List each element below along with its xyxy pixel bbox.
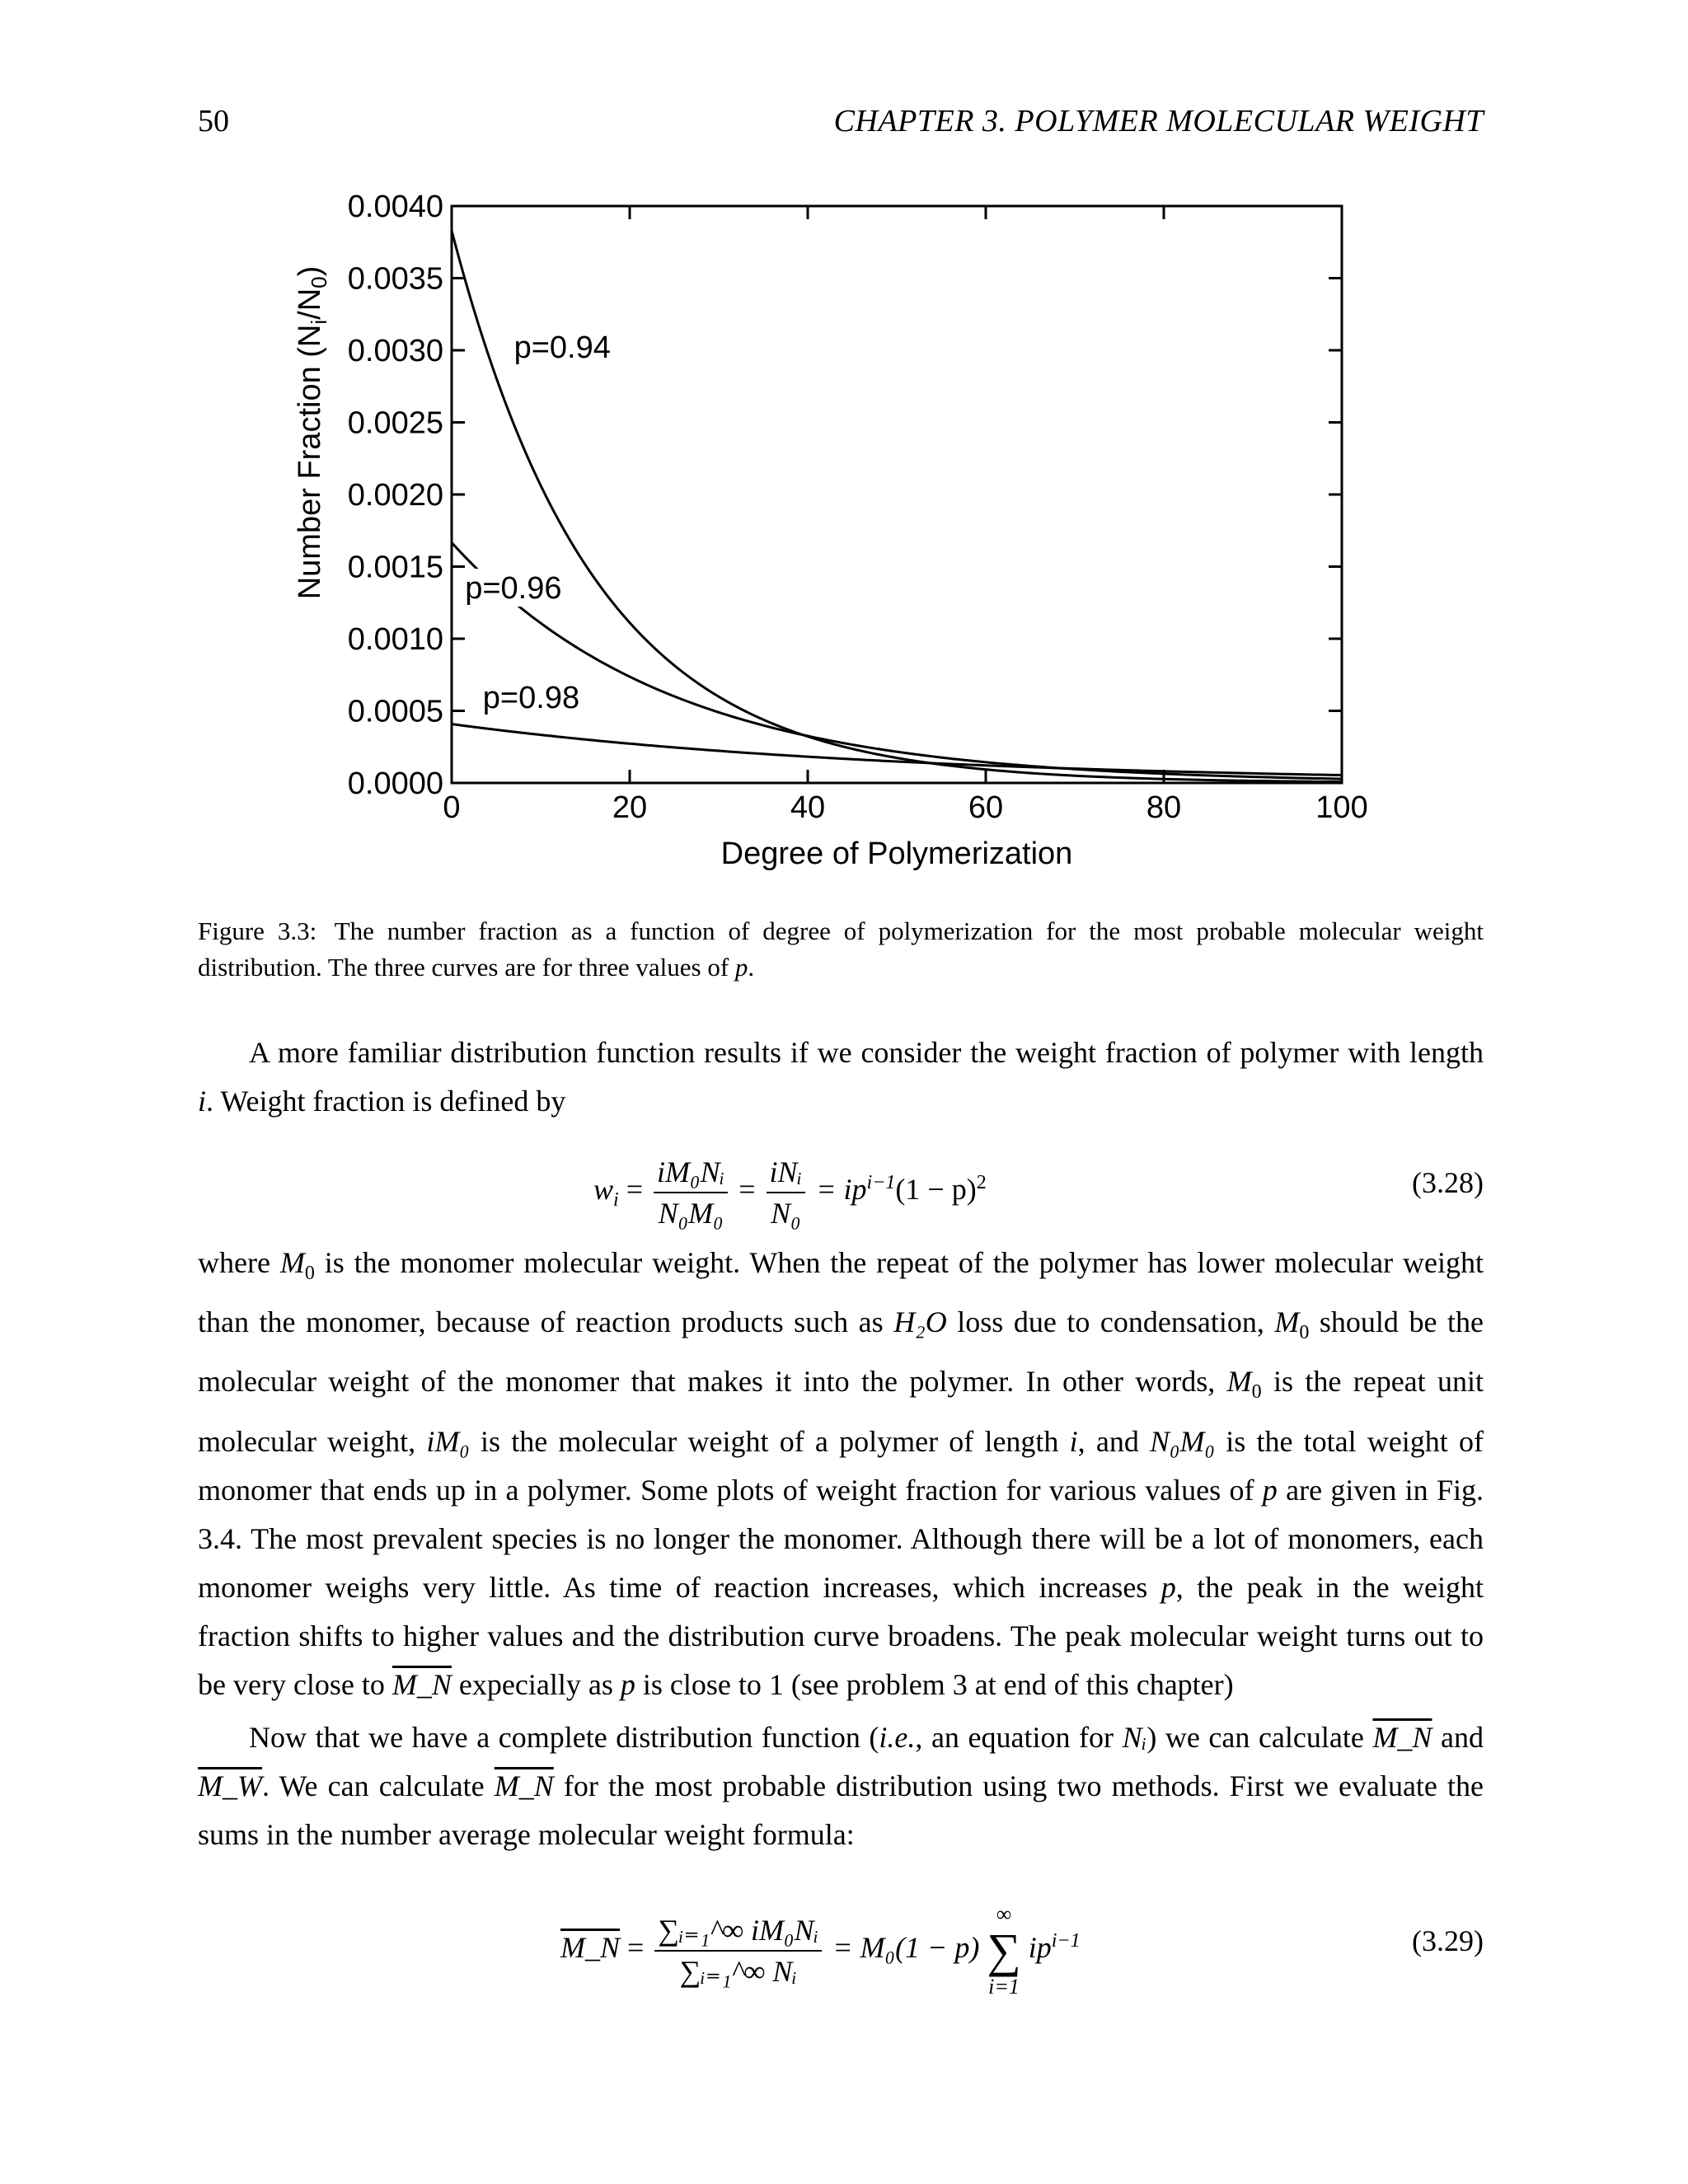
para2-t5: is the repeat unit molecular weight, bbox=[198, 1365, 1484, 1458]
y-tick-label: 0.0035 bbox=[347, 261, 443, 297]
eq329-rhs2-sup: i−1 bbox=[1051, 1930, 1081, 1952]
y-tick-label: 0.0025 bbox=[347, 405, 443, 441]
para3-mn-2: M_N bbox=[494, 1769, 554, 1802]
para2-mn: M_N bbox=[392, 1667, 452, 1701]
x-axis-label: Degree of Polymerization bbox=[720, 837, 1073, 871]
equation-3-29-body bbox=[560, 1879, 1081, 2009]
eq328-fraction-2 bbox=[767, 1154, 806, 1231]
annotation-label: p=0.98 bbox=[482, 681, 580, 715]
eq328-f2-den: N₀ bbox=[771, 1196, 801, 1230]
equation-3-28-body bbox=[593, 1137, 987, 1245]
para3-mw: M_W bbox=[198, 1769, 262, 1802]
plot-frame bbox=[452, 206, 1342, 783]
paragraph-calculate-mn bbox=[198, 1713, 1484, 1859]
eq328-rhs-tail: (1 − p) bbox=[895, 1173, 977, 1206]
para3-t3: ) we can calculate bbox=[1146, 1721, 1373, 1754]
para2-n0m0: N₀M₀ bbox=[1150, 1424, 1216, 1458]
series-line-p-0-96 bbox=[452, 542, 1342, 779]
eq328-f1-den: N₀M₀ bbox=[658, 1196, 724, 1230]
number-fraction-chart bbox=[280, 181, 1418, 890]
para2-i: i bbox=[1069, 1424, 1078, 1458]
eq329-sum-top: ∞ bbox=[996, 1901, 1012, 1926]
figure-3-3 bbox=[280, 181, 1418, 890]
para3-ni: Nᵢ bbox=[1122, 1721, 1147, 1754]
y-tick-label: 0.0010 bbox=[347, 622, 443, 657]
y-tick-label: 0.0020 bbox=[347, 478, 443, 513]
para2-m0-sub: 0 bbox=[304, 1263, 315, 1285]
para2-t6: is the molecular weight of a polymer of length bbox=[469, 1424, 1070, 1458]
para2-im0: iM₀ bbox=[426, 1424, 470, 1458]
caption-label: Figure 3.3: bbox=[198, 916, 317, 945]
y-tick-label: 0.0030 bbox=[347, 334, 443, 368]
caption-var-p: p bbox=[734, 953, 748, 982]
running-header: CHAPTER 3. POLYMER MOLECULAR WEIGHT bbox=[833, 104, 1484, 138]
y-axis-label-group bbox=[293, 266, 331, 600]
equation-number-3-28: (3.28) bbox=[1412, 1166, 1484, 1199]
annotation-label: p=0.96 bbox=[465, 571, 562, 606]
eq328-fraction-1 bbox=[654, 1154, 728, 1231]
y-tick-label: 0.0005 bbox=[347, 694, 443, 729]
para1-text-1: A more familiar distribution function results if we consider the weight fraction of polymer with length bbox=[249, 1036, 1484, 1069]
eq329-fraction bbox=[654, 1912, 822, 1990]
para2-p: p bbox=[1262, 1473, 1278, 1507]
eq328-rhs-sup: i−1 bbox=[866, 1172, 896, 1193]
equation-number-3-29: (3.29) bbox=[1412, 1924, 1484, 1957]
series-line-p-0-98 bbox=[452, 724, 1342, 776]
para3-ie: i.e. bbox=[879, 1721, 916, 1754]
eq329-lhs: M_N bbox=[560, 1931, 620, 1964]
para1-var-i: i bbox=[198, 1085, 207, 1118]
eq328-rhs-tail-sup: 2 bbox=[976, 1172, 987, 1193]
para3-mn: M_N bbox=[1372, 1721, 1432, 1754]
para1-text-2: . Weight fraction is defined by bbox=[206, 1085, 566, 1118]
eq329-rhs2: ip bbox=[1028, 1931, 1052, 1964]
eq329-sum-bottom: i=1 bbox=[988, 1974, 1020, 1999]
para2-t8: is the total weight of monomer that ends up in a polymer. Some plots of weight fraction for various values of bbox=[198, 1424, 1484, 1507]
y-tick-label: 0.0000 bbox=[347, 766, 443, 801]
para2-t12: is close to 1 (see problem 3 at end of this chapter) bbox=[635, 1667, 1234, 1701]
para2-m0-sub-3: 0 bbox=[1251, 1381, 1262, 1404]
page-number: 50 bbox=[198, 104, 229, 138]
eq328-lhs-sub: i bbox=[613, 1189, 619, 1212]
para3-t2: , an equation for bbox=[915, 1721, 1123, 1754]
para2-t4: should be the molecular weight of the monomer that makes it into the polymer. In other words, bbox=[198, 1305, 1484, 1399]
para2-t1: where bbox=[198, 1246, 280, 1279]
eq329-den: ∑ᵢ₌₁^∞ Nᵢ bbox=[679, 1954, 797, 1988]
para2-m0: M bbox=[279, 1246, 305, 1279]
para2-h2o: H₂O bbox=[893, 1305, 947, 1339]
y-axis-label: Number Fraction $(N_i/N_0)$ bbox=[293, 265, 331, 600]
para2-t10: , the peak in the weight fraction shifts to higher values and the distribution curve broadens. The peak molecular weight turns out to be very close to bbox=[198, 1570, 1484, 1701]
eq329-equals: = bbox=[620, 1931, 652, 1964]
x-tick-label: 100 bbox=[1315, 790, 1368, 825]
x-tick-label: 20 bbox=[612, 790, 648, 825]
para2-p-2: p bbox=[1160, 1570, 1176, 1604]
paragraph-weight-fraction-intro bbox=[198, 1029, 1484, 1126]
para2-t3: loss due to condensation, bbox=[946, 1305, 1275, 1339]
y-tick-label: 0.0040 bbox=[347, 190, 443, 224]
eq328-equals-2: = bbox=[738, 1173, 763, 1206]
equation-3-28 bbox=[198, 1137, 1484, 1228]
para2-t11: expecially as bbox=[451, 1667, 621, 1701]
equation-3-29 bbox=[198, 1879, 1484, 2003]
para3-t5: . We can calculate bbox=[261, 1769, 495, 1802]
para2-t7: , and bbox=[1077, 1424, 1151, 1458]
eq329-rhs1: = M₀(1 − p) bbox=[832, 1931, 980, 1964]
para3-t4: and bbox=[1432, 1721, 1484, 1754]
x-tick-label: 80 bbox=[1146, 790, 1182, 825]
eq329-num: ∑ᵢ₌₁^∞ iM₀Nᵢ bbox=[654, 1912, 822, 1952]
para2-p-3: p bbox=[620, 1667, 635, 1701]
x-tick-label: 60 bbox=[968, 790, 1004, 825]
para2-t9: are given in Fig. 3.4. The most prevalent species is no longer the monomer. Although there will be a lot of monomers, each monomer weighs very little. As time of reaction increases, which increases bbox=[198, 1473, 1484, 1604]
series-group bbox=[452, 231, 1342, 782]
para3-t1: Now that we have a complete distribution function ( bbox=[249, 1721, 879, 1754]
eq328-equals: = bbox=[618, 1173, 650, 1206]
eq328-rhs: = ip bbox=[816, 1173, 867, 1206]
eq328-lhs: w bbox=[593, 1173, 614, 1206]
para2-m0-2: M bbox=[1274, 1305, 1300, 1339]
eq329-sum-symbol: ∑ bbox=[987, 1923, 1021, 1977]
caption-text: The number fraction as a function of degree of polymerization for the most probable molecular weight distribution. The three curves are for three values of bbox=[198, 916, 1484, 982]
y-tick-label: 0.0015 bbox=[347, 550, 443, 585]
caption-end: . bbox=[748, 953, 755, 982]
annotation-label: p=0.94 bbox=[513, 330, 611, 365]
para3-t6: for the most probable distribution using two methods. First we evaluate the sums in the number average molecular weight formula: bbox=[198, 1769, 1484, 1851]
x-tick-label: 40 bbox=[790, 790, 826, 825]
paragraph-monomer-weight bbox=[198, 1239, 1484, 1709]
eq328-f2-num: iNᵢ bbox=[767, 1154, 806, 1193]
para2-t2: is the monomer molecular weight. When the repeat of the polymer has lower molecular weight than the monomer, because of reaction products such as bbox=[198, 1246, 1484, 1339]
eq328-f1-num: iM₀Nᵢ bbox=[654, 1154, 728, 1193]
eq329-sum bbox=[987, 1902, 1020, 1999]
figure-caption bbox=[198, 913, 1484, 986]
para2-m0-sub-2: 0 bbox=[1299, 1322, 1310, 1344]
para2-m0-3: M bbox=[1226, 1365, 1252, 1399]
series-line-p-0-94 bbox=[452, 231, 1342, 782]
x-tick-label: 0 bbox=[443, 790, 461, 825]
